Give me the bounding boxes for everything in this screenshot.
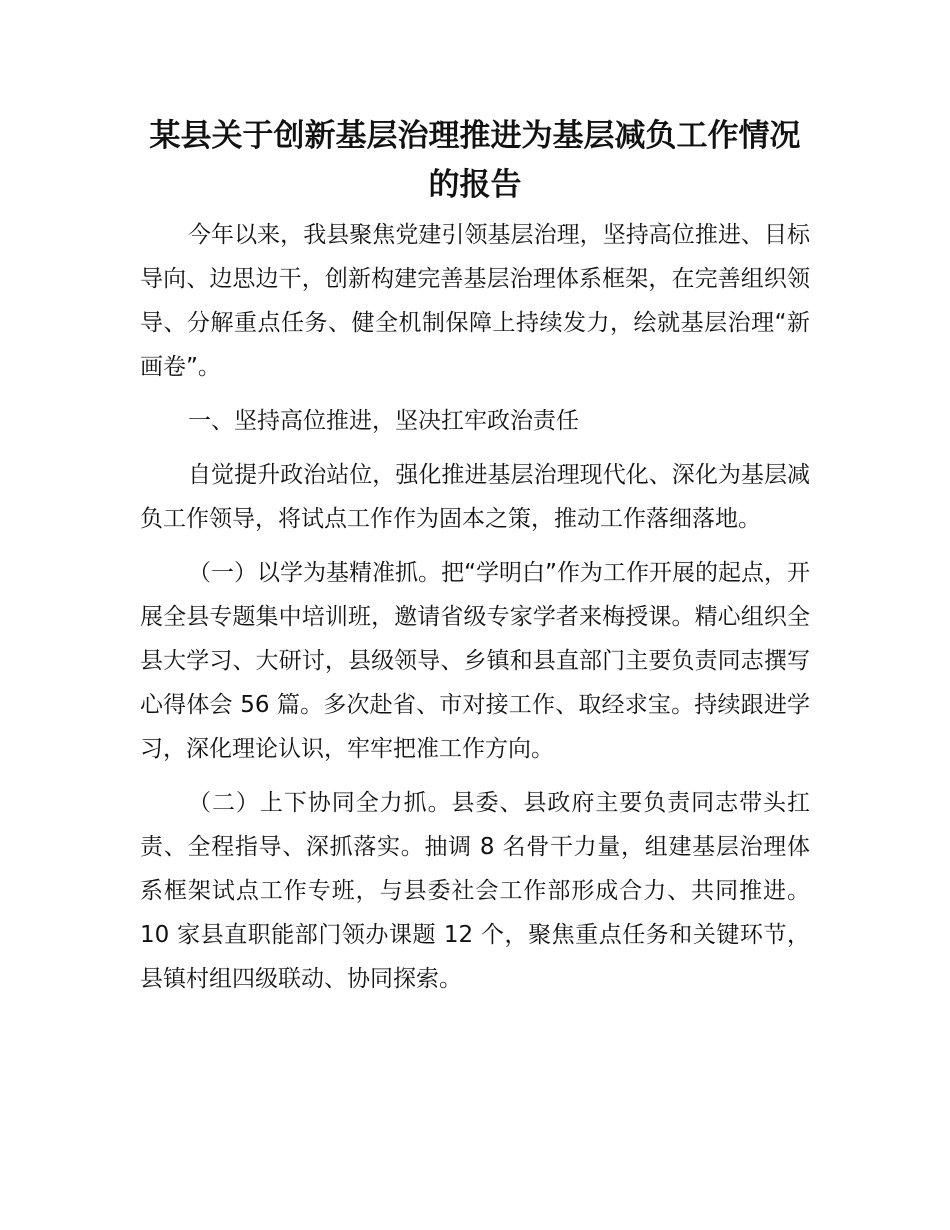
- document-title: 某县关于创新基层治理推进为基层减负工作情况的报告: [149, 118, 801, 203]
- section-heading-1: 一、坚持高位推进，坚决扛牢政治责任: [188, 408, 579, 434]
- subsection-2-paragraph: （二）上下协同全力抓。县委、县政府主要负责同志带头扛责、全程指导、深抓落实。抽调 8 名骨干力量，组建基层治理体系框架试点工作专班，与县委社会工作部形成合力、共同推进。10 家县直职能部门领办课题 12 个，聚焦重点任务和关键环节，县镇村组四级联动、协同探索。: [140, 790, 810, 992]
- subsection-1-paragraph: （一）以学为基精准抓。把“学明白”作为工作开展的起点，开展全县专题集中培训班，邀请省级专家学者来梅授课。精心组织全县大学习、大研讨，县级领导、乡镇和县直部门主要负责同志撰写心得体会 56 篇。多次赴省、市对接工作、取经求宝。持续跟进学习，深化理论认识，牢牢把准工作方向。: [140, 560, 810, 762]
- document-body: [140, 213, 810, 1011]
- intro-paragraph: 今年以来，我县聚焦党建引领基层治理，坚持高位推进、目标导向、边思边干，创新构建完善基层治理体系框架，在完善组织领导、分解重点任务、健全机制保障上持续发力，绘就基层治理“新画卷”。: [140, 222, 810, 380]
- section-1-summary: 自觉提升政治站位，强化推进基层治理现代化、深化为基层减负工作领导，将试点工作作为固本之策，推动工作落细落地。: [140, 462, 810, 532]
